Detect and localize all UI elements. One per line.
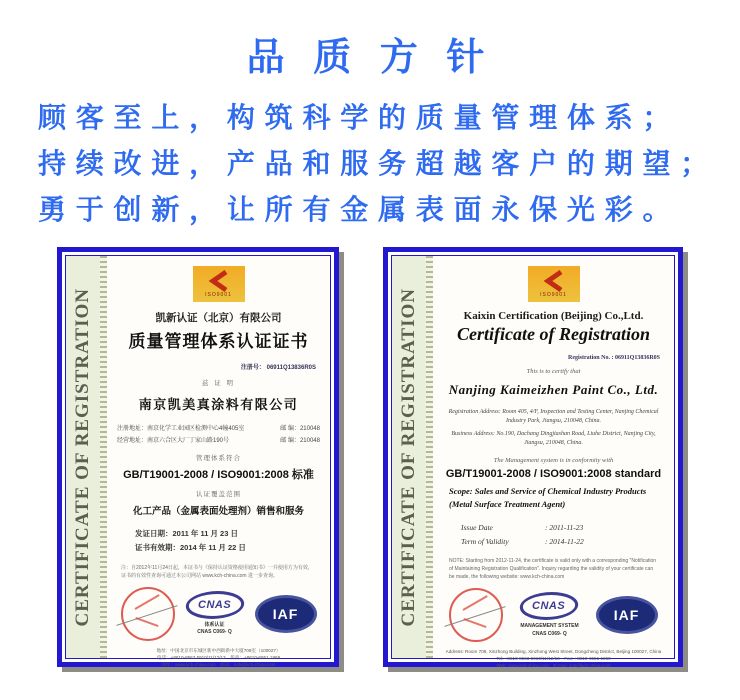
- cert-en-footer-line-3: Web: www.kcb-china.com E-mail: kcb@kcb-china.com: [496, 663, 611, 669]
- cert-cn-issue-date: 发证日期：2011 年 11 月 23 日: [135, 529, 238, 538]
- red-stamp-seal: [121, 587, 175, 641]
- cert-en-footer-line-1: Address: Room 708, Xinzhong Building, Xinzhong West Street, Dongcheng District, Beijing 100027, China: [445, 649, 662, 655]
- cnas-oval-icon: [183, 591, 247, 619]
- cert-en-seals-row: [441, 588, 666, 642]
- certificate-chinese: [57, 247, 339, 667]
- cnas-label: CNAS: [532, 600, 567, 613]
- cert-cn-conform-line: 管理体系符合: [196, 455, 241, 462]
- cert-en-scope: Scope: Sales and Service of Chemical Industry Products (Metal Surface Treatment Agent): [449, 486, 647, 509]
- iaf-seal: [255, 595, 317, 633]
- cert-cn-dates: [135, 527, 246, 556]
- cert-en-side-band: [392, 256, 426, 658]
- cert-en-issue-label: Issue Date: [461, 522, 493, 532]
- cert-cn-body: [107, 256, 330, 667]
- iso9001-logo: [528, 266, 580, 302]
- cnas-caption-line-2: CNAS C069- Q: [197, 629, 232, 635]
- chevron-logo-icon: [208, 271, 230, 291]
- page-title: 品 质 方 针: [246, 37, 494, 79]
- iso9001-logo: [193, 266, 245, 302]
- certificates-row: [0, 247, 740, 667]
- cnas-caption-line-1: MANAGEMENT SYSTEM: [520, 623, 579, 630]
- cert-en-valid-label: Term of Validity: [461, 536, 509, 546]
- cert-cn-certify-line: 兹 证 明: [201, 380, 236, 387]
- cert-cn-chain-border: [100, 256, 107, 658]
- cert-cn-regno-label: 注册号：: [240, 365, 265, 371]
- iso9001-logo-label: ISO9001: [540, 291, 567, 298]
- cert-en-footer-line-2: Tel: +8610-8563 5910/11/12/13 Fax: +8610-6551 1869: [496, 656, 611, 662]
- cert-cn-title: 质量管理体系认证证书: [128, 332, 309, 351]
- policy-line-2: 持 续 改 进 ， 产 品 和 服 务 超 越 客 户 的 期 望 ；: [38, 148, 710, 179]
- cert-en-regno-value: 06911Q13836R0S: [614, 355, 660, 361]
- iaf-label: IAF: [272, 605, 299, 622]
- chevron-logo-icon: [543, 271, 565, 291]
- cnas-caption: [520, 623, 578, 638]
- cert-en-biz-address: Business Address: No.190, Dachang Dingjiashan Road, Liuhe District, Nanjing City, Jiangsu, 210048, China.: [451, 430, 656, 446]
- cert-cn-address-row-1: [115, 423, 322, 432]
- cert-cn-footer-line-2: 电话：+8610-8563 5910/11/12/13 传真：+8610-6551 1869: [156, 654, 281, 660]
- stamp-mark: [135, 616, 158, 626]
- cert-cn-side-text: CERTIFICATE OF REGISTRATION: [72, 287, 93, 627]
- cert-cn-registration-no: [241, 362, 316, 371]
- cert-cn-regno-value: 06911Q13836R0S: [266, 365, 316, 371]
- cert-cn-address-row-2: [115, 435, 322, 444]
- cnas-caption-line-1: 体系认证: [204, 621, 225, 628]
- cert-cn-seals-row: [115, 587, 322, 641]
- cert-en-valid-value: : 2014-11-22: [545, 536, 584, 546]
- cert-cn-note: 注：自2012年11月24日起，本证书与《保持认证资格使用通知书》一并使用方为有效，证书的有效性查询可通过本公司网站 www.kch-china.com 进一步查询。: [121, 564, 313, 579]
- cnas-caption: [186, 622, 244, 637]
- cert-cn-company-name: 南京凯美真涂料有限公司: [138, 397, 299, 412]
- cnas-label: CNAS: [197, 598, 232, 611]
- cert-cn-standard: GB/T19001-2008 / ISO9001:2008 标准: [123, 469, 314, 481]
- cert-cn-footer: [115, 647, 322, 668]
- certificate-english-inner: [391, 255, 675, 669]
- cert-en-dates: [461, 521, 584, 550]
- cert-cn-postal-2: 邮 编：210048: [280, 438, 320, 444]
- cnas-oval-icon: [518, 592, 582, 620]
- cert-en-reg-address: Registration Address: Room 405, 4/F, Inspection and Testing Center, Nanjing Chemical Industry Park, Jiangsu, 210048, China.: [448, 409, 659, 425]
- iaf-seal: [596, 596, 658, 634]
- red-stamp-seal: [449, 588, 503, 642]
- cert-en-standard: GB/T19001-2008 / ISO9001:2008 standard: [445, 468, 662, 481]
- cert-cn-issuer: 凯新认证（北京）有限公司: [155, 312, 282, 324]
- cnas-caption-line-2: CNAS C069- Q: [532, 630, 567, 637]
- cert-en-note: NOTE: Starting from 2012-11-24, the certificate is valid only with a corresponding "Notification of Maintaining Registration Qualification". Inquiry regarding the validity of your certificate can be made, the following website: www.kch-china.com: [449, 558, 657, 581]
- policy-line-1: 顾 客 至 上 ， 构 筑 科 学 的 质 量 管 理 体 系 ；: [38, 102, 672, 133]
- cert-cn-biz-address: 经营地址：南京六合区大厂丁家山路190号: [117, 438, 230, 444]
- cert-en-regno-label: Registration No. :: [567, 355, 614, 361]
- policy-line-3: 勇 于 创 新 ， 让 所 有 金 属 表 面 永 保 光 彩 。: [38, 194, 672, 225]
- stamp-mark: [464, 618, 487, 628]
- cert-en-footer: [441, 648, 666, 669]
- cert-cn-valid-date: 证书有效期：2014 年 11 月 22 日: [135, 543, 246, 553]
- cert-cn-reg-address: 注册地址：南京化学工业园区检测中心4幢405室: [117, 426, 245, 432]
- cnas-seal: [186, 591, 244, 637]
- cert-en-certify-line: This is to certify that: [526, 368, 581, 375]
- cert-cn-postal-1: 邮 编：210048: [280, 426, 320, 432]
- stamp-mark: [134, 594, 159, 609]
- stamp-mark: [463, 595, 488, 610]
- cert-en-registration-no: [568, 355, 660, 361]
- cert-en-address-block: [441, 405, 666, 448]
- quality-policy-text: [38, 95, 740, 233]
- cert-cn-side-band: [66, 256, 100, 658]
- cert-cn-scope: 化工产品（金属表面处理剂）销售和服务: [132, 506, 304, 517]
- certificate-chinese-inner: [65, 255, 331, 667]
- cert-en-side-text: CERTIFICATE OF REGISTRATION: [398, 287, 419, 627]
- cert-cn-scope-label: 认证覆盖范围: [196, 491, 241, 498]
- cert-cn-footer-line-1: 地址：中国北京市东城区新中西街新中大厦708室（100027）: [156, 647, 281, 653]
- cert-en-body: [433, 256, 674, 669]
- cert-cn-address-block: [115, 420, 322, 444]
- iso9001-logo-label: ISO9001: [205, 291, 232, 298]
- cert-cn-footer-line-3: 网址：www.kcb-china.com 邮箱：kcb@kcb-china.com: [161, 661, 276, 667]
- cert-en-issue-value: : 2011-11-23: [545, 522, 584, 532]
- cert-en-title: Certificate of Registration: [457, 324, 650, 344]
- cnas-seal: [520, 592, 578, 638]
- iaf-label: IAF: [613, 607, 640, 624]
- certificate-english: [383, 247, 683, 667]
- cert-en-conform-line: The Management system is in conformity with: [493, 457, 614, 465]
- cert-en-company-name: Nanjing Kaimeizhen Paint Co., Ltd.: [448, 382, 659, 397]
- cert-en-chain-border: [426, 256, 433, 658]
- cert-en-issuer: Kaixin Certification (Beijing) Co.,Ltd.: [463, 310, 644, 322]
